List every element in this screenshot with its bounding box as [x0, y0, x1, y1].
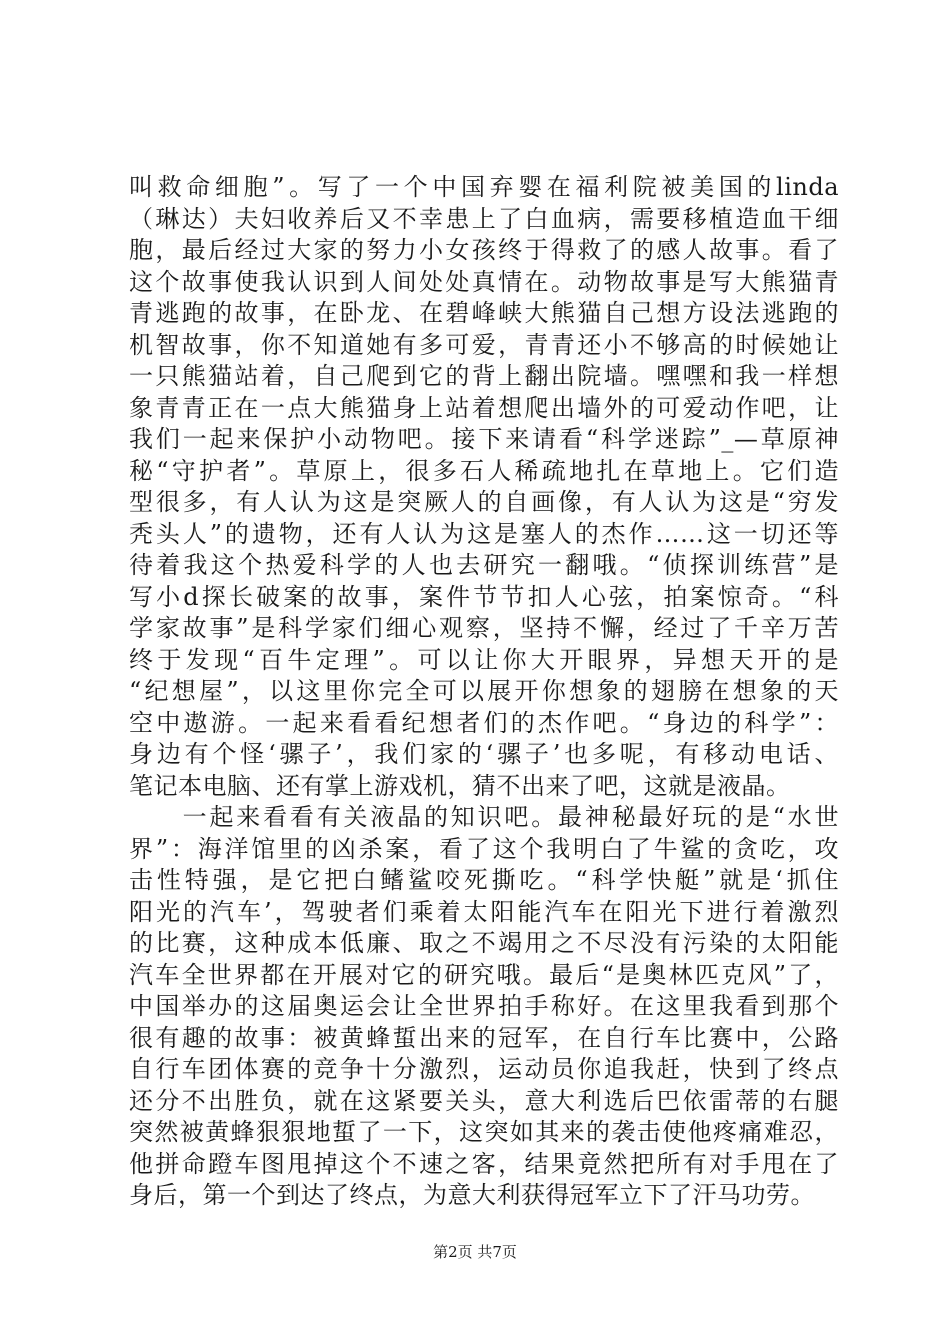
text-line: 很有趣的故事：被黄蜂蜇出来的冠军，在自行车比赛中，公路 [129, 1023, 839, 1052]
text-line: 自行车团体赛的竞争十分激烈，运动员你追我赶，快到了终点 [129, 1055, 839, 1083]
text-line: 象青青正在一点大熊猫身上站着想爬出墙外的可爱动作吧，让 [129, 393, 839, 422]
text-line: “纪想屋”，以这里你完全可以展开你想象的翅膀在想象的天 [129, 677, 839, 705]
text-line: 终于发现“百牛定理”。可以让你大开眼界，异想天开的是 [129, 645, 839, 674]
text-line: 阳光的汽车’，驾驶者们乘着太阳能汽车在阳光下进行着激烈 [129, 897, 839, 926]
text-line: 界”：海洋馆里的凶杀案，看了这个我明白了牛鲨的贪吃，攻 [129, 834, 839, 863]
text-line: 待着我这个热爱科学的人也去研究一翻哦。“侦探训练营”是 [129, 551, 839, 579]
text-line: 青逃跑的故事，在卧龙、在碧峰峡大熊猫自己想方设法逃跑的 [129, 299, 839, 327]
text-line: 机智故事，你不知道她有多可爱，青青还小不够高的时候她让 [129, 330, 839, 359]
text-line: 秃头人”的遗物，还有人认为这是塞人的杰作……这一切还等 [129, 519, 839, 548]
text-line: 他拼命蹬车图甩掉这个不速之客，结果竟然把所有对手甩在了 [129, 1149, 839, 1178]
text-line: 还分不出胜负，就在这紧要关头，意大利选后巴依雷蒂的右腿 [129, 1086, 839, 1115]
text-line: 突然被黄蜂狠狠地蜇了一下，这突如其来的袭击使他疼痛难忍， [129, 1118, 839, 1146]
text-line: （琳达）夫妇收养后又不幸患上了白血病，需要移植造血干细 [129, 204, 839, 233]
text-line: 我们一起来保护小动物吧。接下来请看“科学迷踪”_—草原神 [129, 425, 839, 453]
text-line: 型很多，有人认为这是突厥人的自画像，有人认为这是“穷发 [129, 488, 839, 516]
text-line: 叫救命细胞”。写了一个中国弃婴在福利院被美国的linda [129, 173, 839, 201]
text-line: 一起来看看有关液晶的知识吧。最神秘最好玩的是“水世 [129, 803, 839, 831]
page-number-footer: 第2页 共7页 [433, 1243, 517, 1261]
text-line: 一只熊猫站着，自己爬到它的背上翻出院墙。嘿嘿和我一样想 [129, 362, 839, 390]
text-line: 胞，最后经过大家的努力小女孩终于得救了的感人故事。看了 [129, 236, 839, 264]
text-line: 击性特强，是它把白鳍鲨咬死撕吃。“科学快艇”就是‘抓住 [129, 866, 839, 894]
text-line: 笔记本电脑、还有掌上游戏机，猜不出来了吧，这就是液晶。 [129, 771, 791, 800]
text-line: 的比赛，这种成本低廉、取之不竭用之不尽没有污染的太阳能 [129, 929, 839, 957]
text-line: 写小d探长破案的故事，案件节节扣人心弦，拍案惊奇。“科 [129, 582, 839, 611]
text-line: 学家故事”是科学家们细心观察，坚持不懈，经过了千辛万苦 [129, 614, 839, 642]
text-line: 身后，第一个到达了终点，为意大利获得冠军立下了汗马功劳。 [129, 1181, 815, 1209]
text-line: 秘“守护者”。草原上，很多石人稀疏地扎在草地上。它们造 [129, 456, 839, 485]
text-line: 这个故事使我认识到人间处处真情在。动物故事是写大熊猫青 [129, 267, 839, 296]
text-line: 中国举办的这届奥运会让全世界拍手称好。在这里我看到那个 [129, 992, 839, 1020]
text-line: 汽车全世界都在开展对它的研究哦。最后“是奥林匹克风”了， [129, 960, 839, 989]
body-text [129, 172, 839, 1212]
text-line: 身边有个怪‘骡子’，我们家的‘骡子’也多呢，有移动电话、 [129, 740, 839, 768]
text-line: 空中遨游。一起来看看纪想者们的杰作吧。“身边的科学”： [129, 708, 839, 737]
